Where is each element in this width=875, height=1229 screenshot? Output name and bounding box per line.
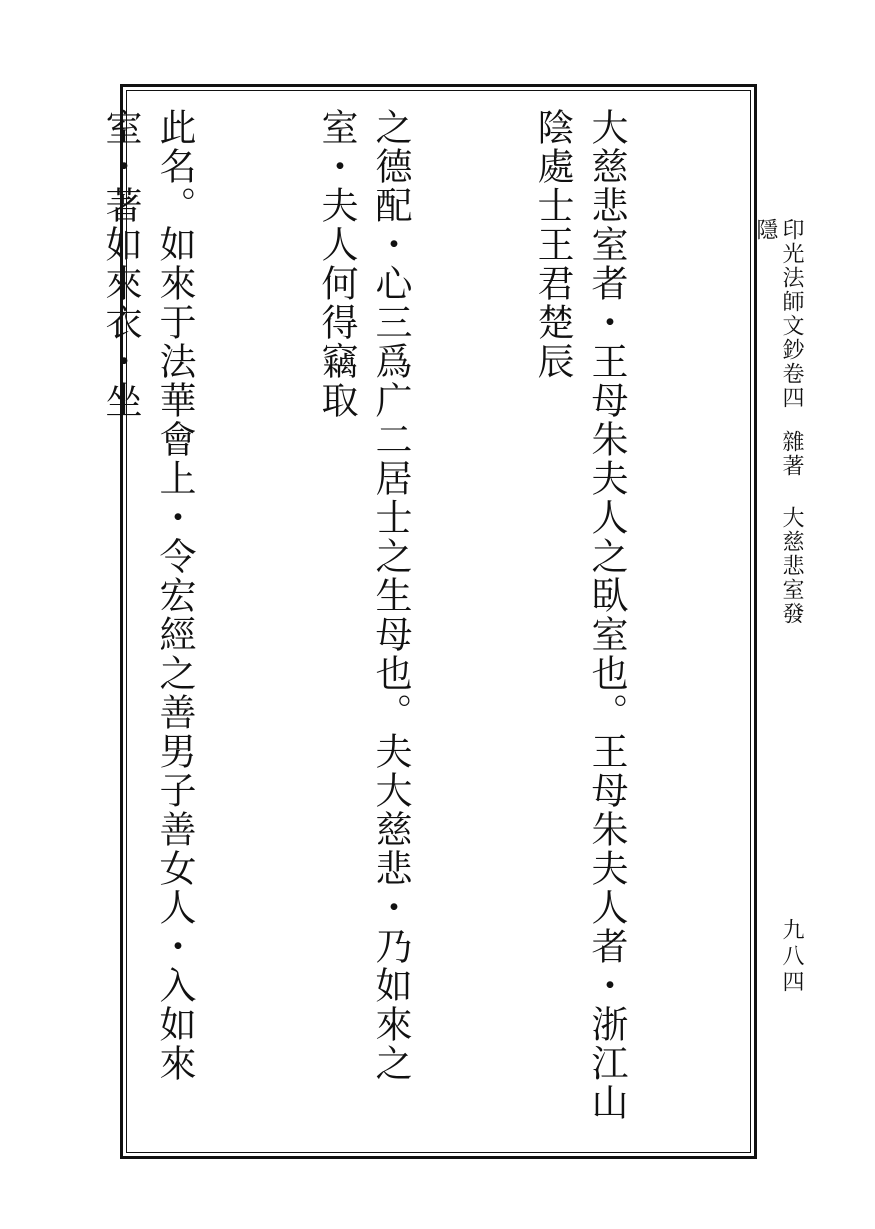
text-line: 大慈悲室者・王母朱夫人之臥室也。王母朱夫人者・浙江山陰處士王君楚辰: [531, 108, 628, 1122]
book-title: 印光法師文鈔卷四: [779, 218, 804, 410]
article-title: 大慈悲室發隱: [753, 218, 804, 626]
body-text: [99, 108, 741, 1148]
text-line: 之德配・心三爲广二居士之生母也。夫大慈悲・乃如來之室・夫人何得竊取: [315, 108, 412, 1083]
running-header: [753, 218, 804, 638]
text-line: 此名。如來于法華會上・令宏經之善男子善女人・入如來室・著如來衣・坐: [99, 108, 196, 1083]
section-label: 雜著: [779, 430, 804, 478]
page-number: 九八四: [779, 918, 804, 996]
